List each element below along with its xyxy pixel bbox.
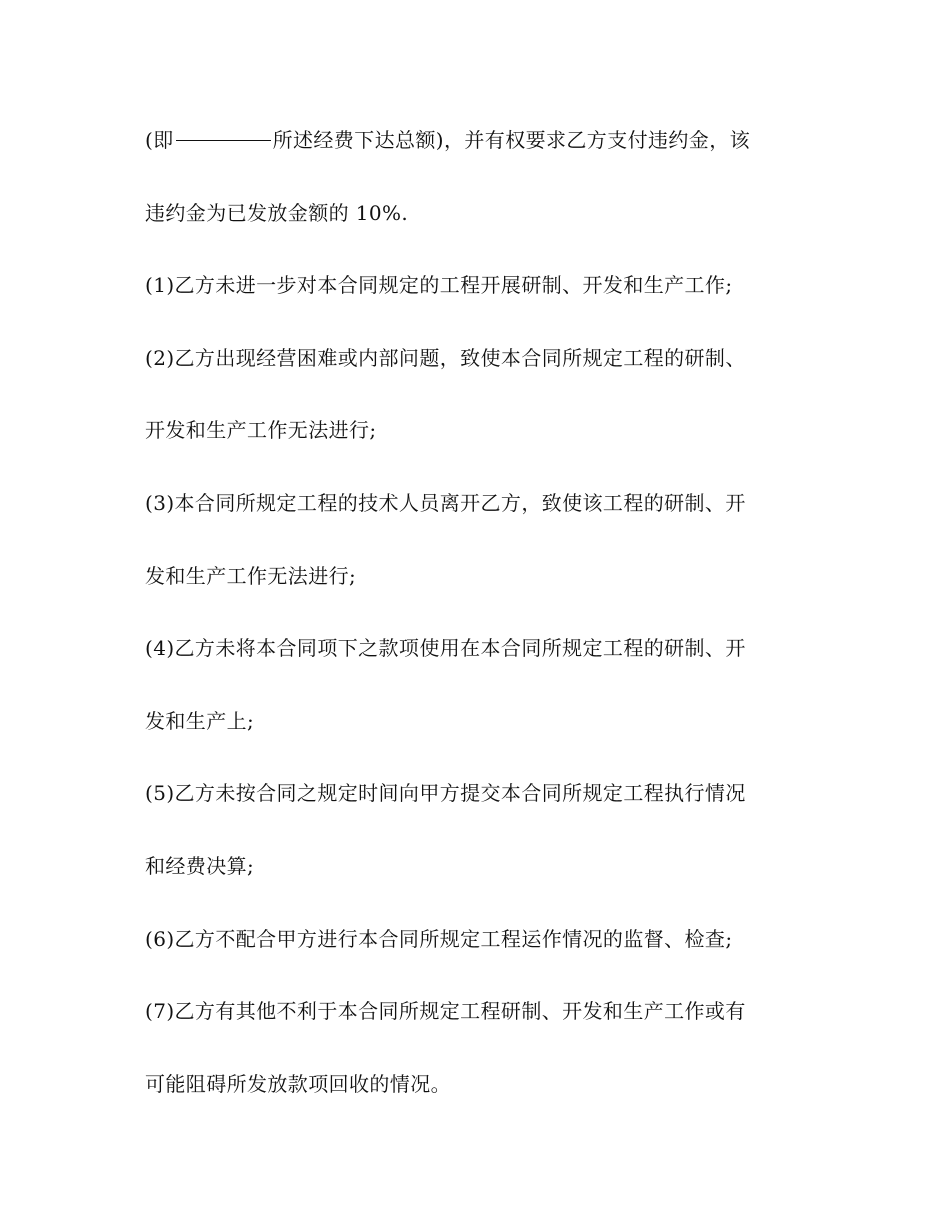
contract-text [145, 122, 805, 1138]
text-line-4: 开发和生产工作无法进行; [145, 418, 377, 443]
text-line-9: (5)乙方未按合同之规定时间向甲方提交本合同所规定工程执行情况 [145, 781, 746, 806]
blank-fill-line [176, 140, 271, 141]
text-line-7: (4)乙方未将本合同项下之款项使用在本合同所规定工程的研制、开 [145, 636, 746, 661]
text-line-6: 发和生产工作无法进行; [145, 563, 357, 588]
line-suffix: 所述经费下达总额)，并有权要求乙方支付违约金，该 [272, 128, 751, 152]
text-line-2: (1)乙方未进一步对本合同规定的工程开展研制、开发和生产工作; [145, 273, 733, 298]
line-prefix: (即 [145, 128, 174, 152]
text-line-12: (7)乙方有其他不利于本合同所规定工程研制、开发和生产工作或有 [145, 999, 746, 1024]
text-line-11: (6)乙方不配合甲方进行本合同所规定工程运作情况的监督、检查; [145, 926, 733, 951]
text-line-3: (2)乙方出现经营困难或内部问题，致使本合同所规定工程的研制、 [145, 345, 746, 370]
text-line-8: 发和生产上; [145, 708, 255, 733]
text-line-5: (3)本合同所规定工程的技术人员离开乙方，致使该工程的研制、开 [145, 490, 746, 515]
text-line-0 [145, 122, 805, 158]
text-line-10: 和经费决算; [145, 853, 255, 878]
text-line-13: 可能阻碍所发放款项回收的情况。 [145, 1071, 451, 1096]
text-line-1: 违约金为已发放金额的 10%. [145, 200, 409, 225]
